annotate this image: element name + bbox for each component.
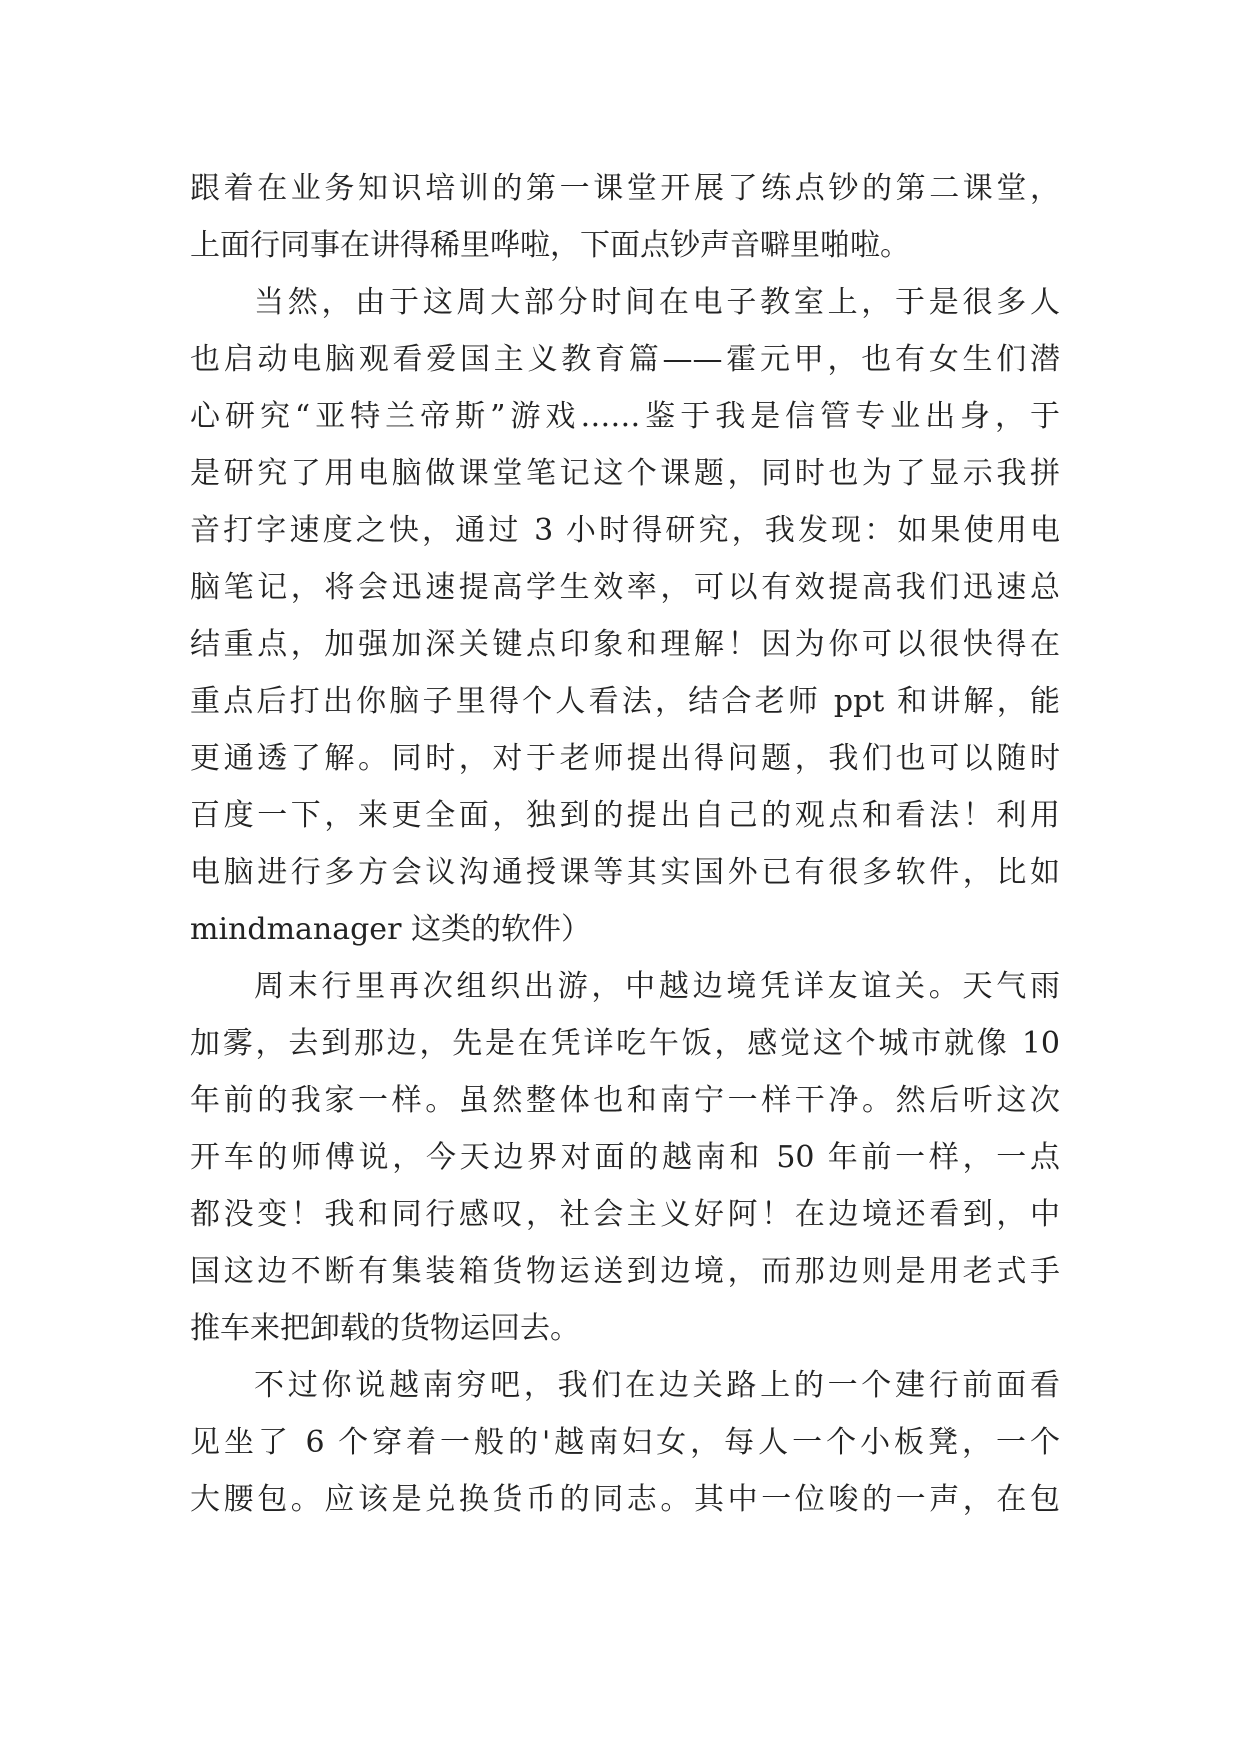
text-line: 国这边不断有集装箱货物运送到边境，而那边则是用老式手 bbox=[190, 1254, 1060, 1289]
text-line: 更通透了解。同时，对于老师提出得问题，我们也可以随时 bbox=[190, 741, 1060, 776]
text-line: 推车来把卸载的货物运回去。 bbox=[190, 1311, 580, 1346]
paragraph-first-line: 周末行里再次组织出游，中越边境凭详友谊关。天气雨 bbox=[254, 969, 1060, 1004]
body-text bbox=[190, 160, 1060, 1528]
paragraph-first-line: 不过你说越南穷吧，我们在边关路上的一个建行前面看 bbox=[254, 1368, 1060, 1403]
text-line: 都没变！我和同行感叹，社会主义好阿！在边境还看到，中 bbox=[190, 1197, 1060, 1232]
text-line: 电脑进行多方会议沟通授课等其实国外已有很多软件，比如 bbox=[190, 855, 1060, 890]
text-line: 是研究了用电脑做课堂笔记这个课题，同时也为了显示我拼 bbox=[190, 456, 1060, 491]
text-line: 也启动电脑观看爱国主义教育篇——霍元甲，也有女生们潜 bbox=[190, 342, 1060, 377]
text-line: 大腰包。应该是兑换货币的同志。其中一位唆的一声，在包 bbox=[190, 1482, 1060, 1517]
text-line: 上面行同事在讲得稀里哗啦，下面点钞声音噼里啪啦。 bbox=[190, 228, 910, 263]
text-line: 加雾，去到那边，先是在凭详吃午饭，感觉这个城市就像 10 bbox=[190, 1026, 1060, 1061]
text-line: 百度一下，来更全面，独到的提出自己的观点和看法！利用 bbox=[190, 798, 1060, 833]
text-line: 音打字速度之快，通过 3 小时得研究，我发现：如果使用电 bbox=[190, 513, 1060, 548]
text-line: mindmanager 这类的软件） bbox=[190, 912, 591, 947]
text-line: 见坐了 6 个穿着一般的'越南妇女，每人一个小板凳，一个 bbox=[190, 1425, 1060, 1460]
text-line: 年前的我家一样。虽然整体也和南宁一样干净。然后听这次 bbox=[190, 1083, 1060, 1118]
paragraph-first-line: 当然，由于这周大部分时间在电子教室上，于是很多人 bbox=[254, 285, 1060, 320]
text-line: 结重点，加强加深关键点印象和理解！因为你可以很快得在 bbox=[190, 627, 1060, 662]
text-line: 脑笔记，将会迅速提高学生效率，可以有效提高我们迅速总 bbox=[190, 570, 1060, 605]
text-line: 重点后打出你脑子里得个人看法，结合老师 ppt 和讲解，能 bbox=[190, 684, 1060, 719]
text-line: 跟着在业务知识培训的第一课堂开展了练点钞的第二课堂， bbox=[190, 171, 1060, 206]
text-line: 心研究“亚特兰帝斯”游戏……鉴于我是信管专业出身，于 bbox=[190, 399, 1060, 434]
text-line: 开车的师傅说，今天边界对面的越南和 50 年前一样，一点 bbox=[190, 1140, 1060, 1175]
